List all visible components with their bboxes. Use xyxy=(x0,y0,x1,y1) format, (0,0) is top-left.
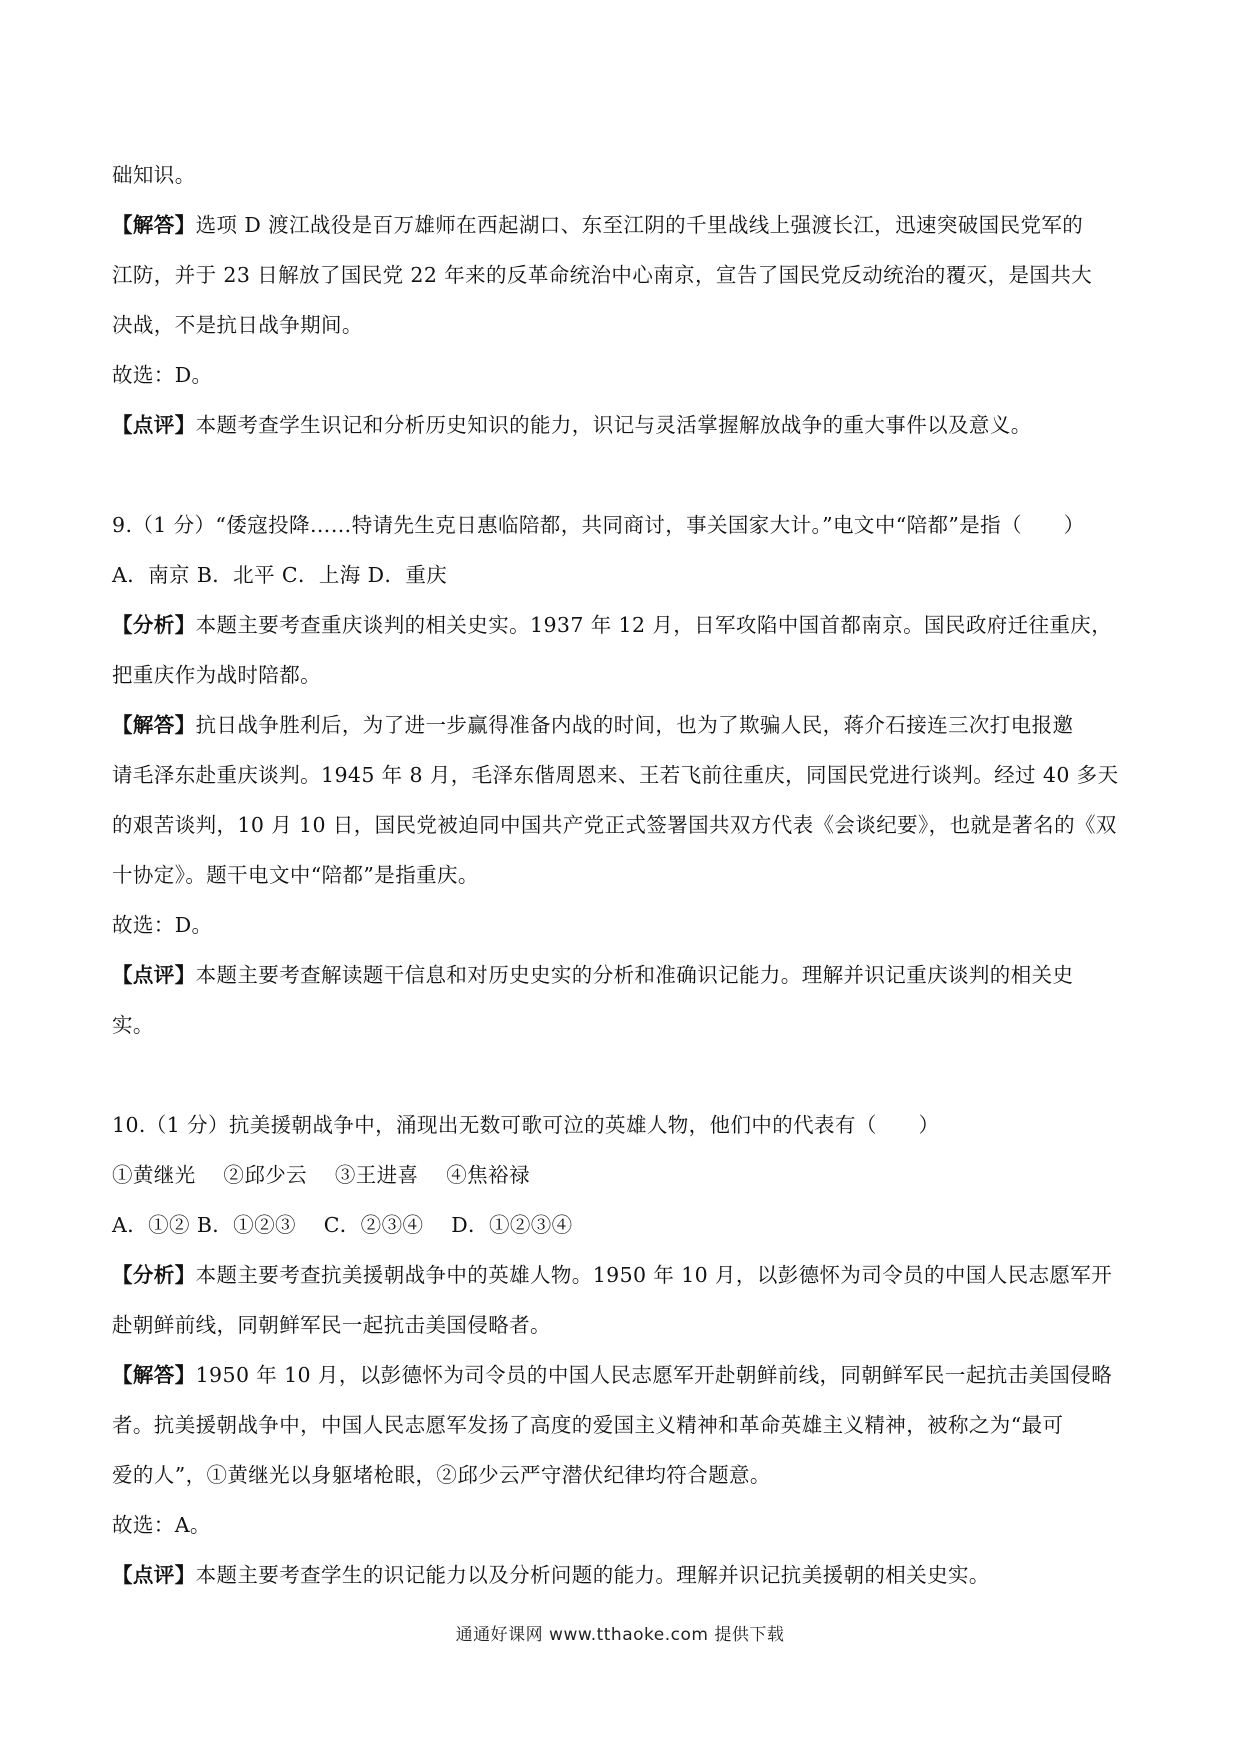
question-10-stem: 10.（1 分）抗美援朝战争中，涌现出无数可歌可泣的英雄人物，他们中的代表有（ ） xyxy=(112,1113,940,1137)
answer-paragraph xyxy=(112,1350,1137,1400)
answer-text: 抗日战争胜利后，为了进一步赢得准备内战的时间，也为了欺骗人民，蒋介石接连三次打电报邀 xyxy=(195,713,1074,737)
analysis-tag: 【分析】 xyxy=(112,1263,196,1287)
page-footer: 通通好课网 www.tthaoke.com 提供下载 xyxy=(455,1625,785,1645)
answer-text: 1950 年 10 月，以彭德怀为司令员的中国人民志愿军开赴朝鲜前线，同朝鲜军民一起抗击美国侵略 xyxy=(195,1363,1113,1387)
question-10-options: A．①② B．①②③ C．②③④ D．①②③④ xyxy=(112,1213,573,1237)
comment-paragraph xyxy=(112,400,1137,450)
question-10-items: ①黄继光 ②邱少云 ③王进喜 ④焦裕禄 xyxy=(112,1163,530,1187)
answer-text: 选项 D 渡江战役是百万雄师在西起湖口、东至江阴的千里战线上强渡长江，迅速突破国民党军的 xyxy=(195,213,1084,237)
spacer xyxy=(112,450,1137,500)
analysis-tag: 【分析】 xyxy=(112,613,196,637)
choice-line: 故选：D。 xyxy=(112,913,213,937)
answer-tag: 【解答】 xyxy=(112,713,196,737)
question-9-stem: 9.（1 分）“倭寇投降……特请先生克日惠临陪都，共同商讨，事关国家大计。”电文中“陪都”是指（ ） xyxy=(112,513,1085,537)
answer-text-line: 者。抗美援朝战争中，中国人民志愿军发扬了高度的爱国主义精神和革命英雄主义精神，被称之为“最可 xyxy=(112,1413,1064,1437)
answer-tag: 【解答】 xyxy=(112,1363,196,1387)
comment-text: 本题主要考查学生的识记能力以及分析问题的能力。理解并识记抗美援朝的相关史实。 xyxy=(195,1563,990,1587)
answer-text-line: 请毛泽东赴重庆谈判。1945 年 8 月，毛泽东偕周恩来、王若飞前往重庆，同国民党进行谈判。经过 40 多天 xyxy=(112,763,1119,787)
comment-text: 本题考查学生识记和分析历史知识的能力，识记与灵活掌握解放战争的重大事件以及意义。 xyxy=(195,413,1032,437)
choice-line: 故选：A。 xyxy=(112,1513,211,1537)
comment-tag: 【点评】 xyxy=(112,963,196,987)
comment-paragraph xyxy=(112,950,1137,1000)
answer-text-line: 江防，并于 23 日解放了国民党 22 年来的反革命统治中心南京，宣告了国民党反动统治的覆灭，是国共大 xyxy=(112,263,1093,287)
comment-paragraph xyxy=(112,1550,1137,1600)
comment-text-line: 实。 xyxy=(112,1013,154,1037)
answer-tag: 【解答】 xyxy=(112,213,196,237)
question-9-options: A．南京 B．北平 C．上海 D．重庆 xyxy=(112,563,448,587)
analysis-text: 本题主要考查重庆谈判的相关史实。1937 年 12 月，日军攻陷中国首都南京。国民政府迁往重庆， xyxy=(195,613,1113,637)
answer-paragraph xyxy=(112,700,1137,750)
answer-text-line: 决战，不是抗日战争期间。 xyxy=(112,313,363,337)
answer-text-line: 十协定》。题干电文中“陪都”是指重庆。 xyxy=(112,863,479,887)
analysis-paragraph xyxy=(112,600,1137,650)
continuation-line: 础知识。 xyxy=(112,163,196,187)
comment-tag: 【点评】 xyxy=(112,1563,196,1587)
answer-paragraph xyxy=(112,200,1137,250)
answer-text-line: 爱的人”，①黄继光以身躯堵枪眼，②邱少云严守潜伏纪律均符合题意。 xyxy=(112,1463,771,1487)
analysis-text-line: 赴朝鲜前线，同朝鲜军民一起抗击美国侵略者。 xyxy=(112,1313,551,1337)
comment-tag: 【点评】 xyxy=(112,413,196,437)
document-body xyxy=(112,150,1137,1600)
answer-text-line: 的艰苦谈判，10 月 10 日，国民党被迫同中国共产党正式签署国共双方代表《会谈纪要》，也就是著名的《双 xyxy=(112,813,1117,837)
analysis-paragraph xyxy=(112,1250,1137,1300)
choice-line: 故选：D。 xyxy=(112,363,213,387)
analysis-text: 本题主要考查抗美援朝战争中的英雄人物。1950 年 10 月，以彭德怀为司令员的中国人民志愿军开 xyxy=(195,1263,1113,1287)
analysis-text-line: 把重庆作为战时陪都。 xyxy=(112,663,321,687)
comment-text: 本题主要考查解读题干信息和对历史史实的分析和准确识记能力。理解并识记重庆谈判的相关史 xyxy=(195,963,1074,987)
spacer xyxy=(112,1050,1137,1100)
